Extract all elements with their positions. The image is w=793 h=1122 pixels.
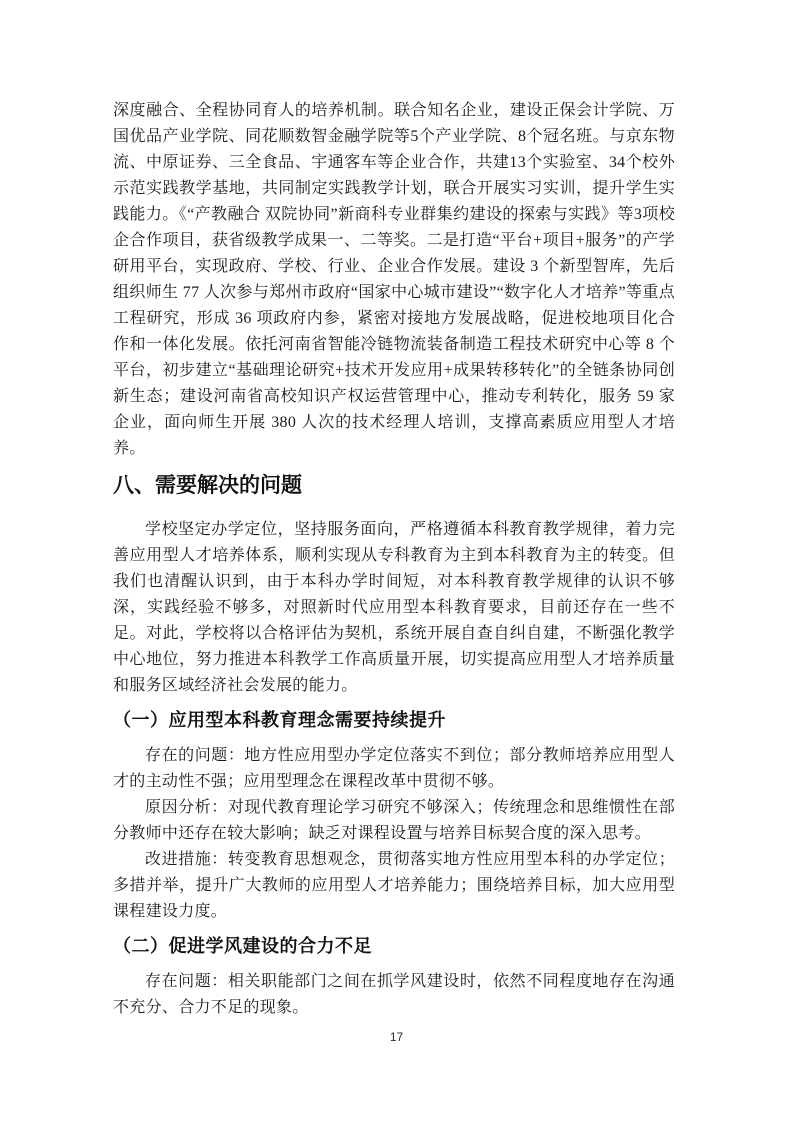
paragraph-cause-analysis: 原因分析：对现代教育理论学习研究不够深入；传统理念和思维惯性在部分教师中还存在较大影响；缺乏对课程设置与培养目标契合度的深入思考。: [113, 799, 675, 842]
paragraph-existing-issues-2: 存在问题：相关职能部门之间在抓学风建设时，依然不同程度地存在沟通不充分、合力不足的现象。: [113, 973, 675, 1016]
document-body: [113, 98, 675, 1021]
section-heading-problems: 八、需要解决的问题: [113, 474, 302, 497]
paragraph-existing-issues-1: 存在的问题：地方性应用型办学定位落实不到位；部分教师培养应用型人才的主动性不强；应用型理念在课程改革中贯彻不够。: [113, 747, 675, 790]
subsection-heading-1: （一）应用型本科教育理念需要持续提升: [113, 710, 446, 730]
paragraph-continuation: 深度融合、全程协同育人的培养机制。联合知名企业，建设正保会计学院、万国优品产业学院、同花顺数智金融学院等5个产业学院、8个冠名班。与京东物流、中原证券、三全食品、宇通客车等企业合作，共建13个实验室、34个校外示范实践教学基地，共同制定实践教学计划，联合开展实习实训，提升学生实践能力。《“产教融合 双院协同”新商科专业群集约建设的探索与实践》等3项校企合作项目，获省级教学成果一、二等奖。二是打造“平台+项目+服务”的产学研用平台，实现政府、学校、行业、企业合作发展。建设 3 个新型智库，先后组织师生 77 人次参与郑州市政府“国家中心城市建设”“数字化人才培养”等重点工程研究，形成 36 项政府内参，紧密对接地方发展战略，促进校地项目化合作和一体化发展。依托河南省智能冷链物流装备制造工程技术研究中心等 8 个平台，初步建立“基础理论研究+技术开发应用+成果转移转化”的全链条协同创新生态；建设河南省高校知识产权运营管理中心，推动专利转化，服务 59 家企业，面向师生开展 380 人次的技术经理人培训，支撑高素质应用型人才培养。: [113, 102, 675, 457]
paragraph-overview: 学校坚定办学定位，坚持服务面向，严格遵循本科教育教学规律，着力完善应用型人才培养体系，顺利实现从专科教育为主到本科教育为主的转变。但我们也清醒认识到，由于本科办学时间短，对本科教育教学规律的认识不够深，实践经验不够多，对照新时代应用型本科教育要求，目前还存在一些不足。对此，学校将以合格评估为契机，系统开展自查自纠自建，不断强化教学中心地位，努力推进本科教学工作高质量开展，切实提高应用型人才培养质量和服务区域经济社会发展的能力。: [113, 521, 675, 694]
subsection-heading-2: （二）促进学风建设的合力不足: [113, 936, 372, 956]
page-number: 17: [389, 1030, 404, 1044]
paragraph-improvement-measures: 改进措施：转变教育思想观念，贯彻落实地方性应用型本科的办学定位；多措并举，提升广大教师的应用型人才培养能力；围绕培养目标，加大应用型课程建设力度。: [113, 851, 675, 920]
